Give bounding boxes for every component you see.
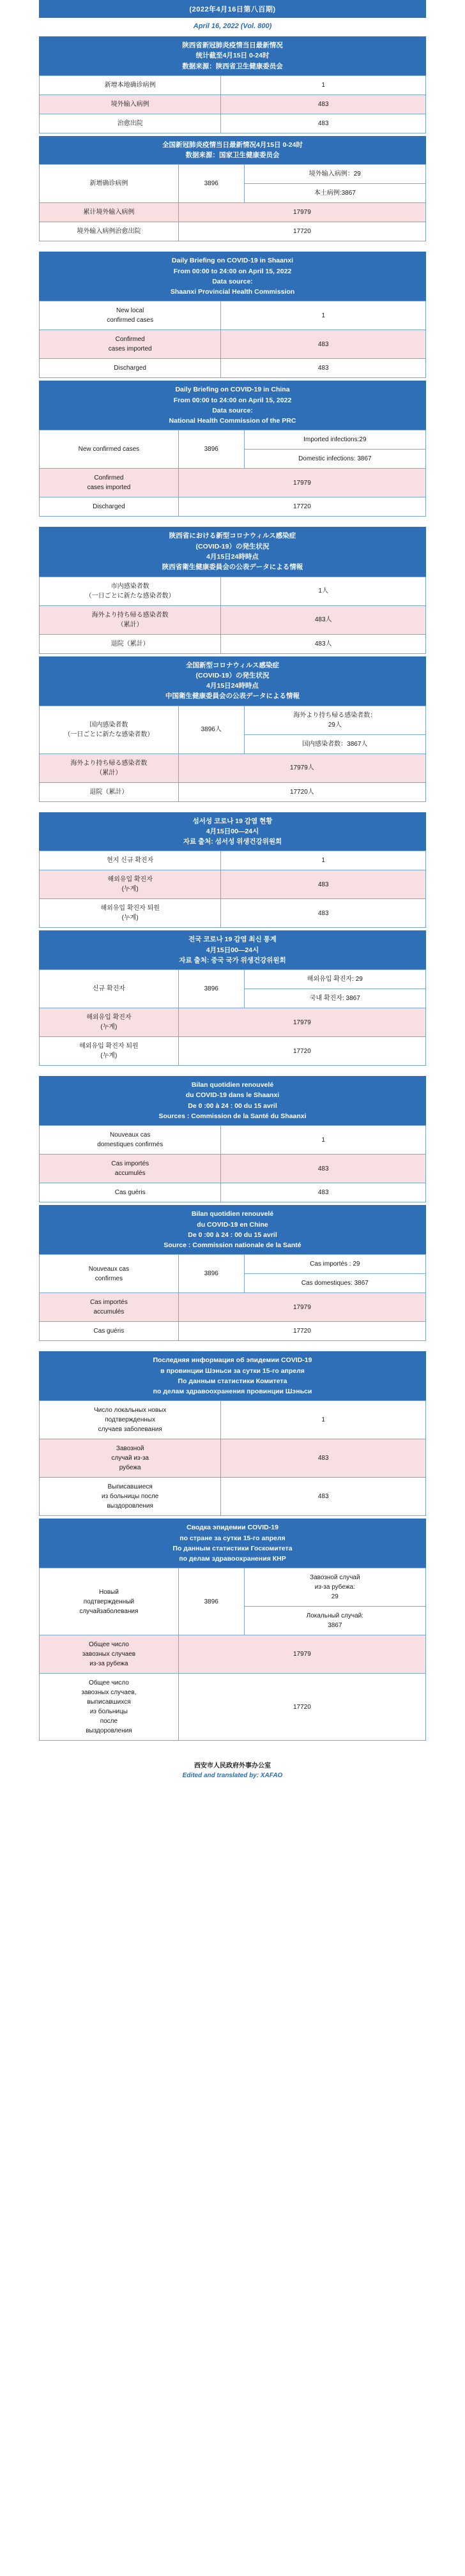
row-label: 해외유입 확진자 퇴원 (누계)	[40, 1037, 179, 1066]
row-label: Выписавшиеся из больницы после выздоровления	[40, 1478, 221, 1516]
row-value-domestic: 本土病例:3867	[244, 184, 425, 203]
row-label: Cas guéris	[40, 1183, 221, 1202]
table-row	[40, 970, 426, 989]
table-row	[40, 1255, 426, 1274]
row-label: 国内感染者数 （一日ごとに新たな感染者数）	[40, 706, 179, 754]
row-label: Discharged	[40, 359, 221, 378]
row-value-total: 3896	[178, 1568, 244, 1635]
section-fr-china	[39, 1205, 426, 1341]
section-header: 全国新冠肺炎疫情当日最新情况4月15日 0-24时 数据来源：国家卫生健康委员会	[39, 136, 426, 165]
row-value-total: 3896	[178, 430, 244, 469]
row-value: 17720人	[178, 782, 425, 801]
stats-table	[39, 577, 426, 654]
row-value-domestic: 국내 확진자: 3867	[244, 989, 425, 1008]
row-value: 483	[221, 899, 426, 928]
table-row	[40, 1008, 426, 1037]
table-row	[40, 430, 426, 450]
table-row	[40, 75, 426, 95]
table-row	[40, 1322, 426, 1341]
row-value-total: 3896	[178, 165, 244, 203]
table-row	[40, 1674, 426, 1741]
stats-table	[39, 164, 426, 241]
table-row	[40, 330, 426, 359]
row-value: 483	[221, 1155, 426, 1183]
row-label: Discharged	[40, 497, 179, 517]
row-value-total: 3896	[178, 970, 244, 1008]
row-value: 17979	[178, 1293, 425, 1322]
section-header: 섬서성 코로나 19 감염 현황 4月15日00—24시 자료 출처: 섬서성 위생건강위원회	[39, 812, 426, 851]
table-row	[40, 1155, 426, 1183]
row-value: 483	[221, 1478, 426, 1516]
section-en-shaanxi	[39, 252, 426, 378]
row-value: 483人	[221, 605, 426, 634]
row-value: 483	[221, 330, 426, 359]
row-value: 1	[221, 301, 426, 330]
sections-container	[0, 36, 465, 1751]
row-value-imported: Cas importés : 29	[244, 1255, 425, 1274]
table-row	[40, 851, 426, 870]
row-label: 新增确诊病例	[40, 165, 179, 203]
row-value: 17979	[178, 203, 425, 222]
table-row	[40, 95, 426, 114]
row-label: 累计境外输入病例	[40, 203, 179, 222]
row-value: 1人	[221, 577, 426, 605]
row-label: New confirmed cases	[40, 430, 179, 469]
row-value: 1	[221, 1401, 426, 1439]
row-value: 17979	[178, 1635, 425, 1674]
row-label: Nouveaux cas confirmes	[40, 1255, 179, 1293]
row-value: 483	[221, 1439, 426, 1478]
spacer	[0, 1066, 465, 1076]
section-ru-china	[39, 1519, 426, 1741]
stats-table	[39, 430, 426, 517]
table-row	[40, 1401, 426, 1439]
section-header: Bilan quotidien renouvelé du COVID-19 en Chine De 0 :00 à 24 : 00 du 15 avril Source : Commission nationale de la Santé	[39, 1205, 426, 1254]
row-label: Cas guéris	[40, 1322, 179, 1341]
section-header: Bilan quotidien renouvelé du COVID-19 dans le Shaanxi De 0 :00 à 24 : 00 du 15 avril Sources : Commission de la Santé du Shaanxi	[39, 1076, 426, 1125]
row-label: 境外输入病例治愈出院	[40, 222, 179, 241]
section-ru-shaanxi	[39, 1351, 426, 1516]
row-label: Confirmed cases imported	[40, 330, 221, 359]
table-row	[40, 114, 426, 133]
row-label: Общее число завозных случаев из-за рубежа	[40, 1635, 179, 1674]
spacer	[0, 241, 465, 252]
row-label: 海外より持ち帰る感染者数 （累計）	[40, 605, 221, 634]
row-label: New local confirmed cases	[40, 301, 221, 330]
row-value: 483	[221, 1183, 426, 1202]
table-row	[40, 301, 426, 330]
footer-credit-en: Edited and translated by: XAFAO	[182, 1772, 283, 1780]
table-row	[40, 1439, 426, 1478]
row-label: Cas importés accumulés	[40, 1293, 179, 1322]
row-label: 市内感染者数 （一日ごとに新たな感染者数）	[40, 577, 221, 605]
table-row	[40, 754, 426, 782]
table-row	[40, 1126, 426, 1155]
row-value-imported: 해외유입 확진자: 29	[244, 970, 425, 989]
row-value: 17720	[178, 1674, 425, 1741]
stats-table	[39, 706, 426, 802]
row-value: 17979	[178, 469, 425, 497]
row-label: Общее число завозных случаев, выписавшихся из больницы после выздоровления	[40, 1674, 179, 1741]
section-kr-shaanxi	[39, 812, 426, 928]
table-row	[40, 605, 426, 634]
row-value-imported: Завозной случай из-за рубежа: 29	[244, 1568, 425, 1607]
stats-table	[39, 969, 426, 1066]
section-cn-shaanxi	[39, 36, 426, 133]
row-value-imported: Imported infections:29	[244, 430, 425, 450]
section-header: 전국 코로나 19 감염 최신 통계 4月15日00—24시 자료 출처: 중국 국가 위생건강위원회	[39, 930, 426, 969]
table-row	[40, 782, 426, 801]
stats-table	[39, 851, 426, 928]
table-row	[40, 469, 426, 497]
footer	[0, 1751, 465, 1780]
row-value: 17720	[178, 497, 425, 517]
row-value-domestic: Локальный случай: 3867	[244, 1607, 425, 1635]
row-value-total: 3896	[178, 1255, 244, 1293]
table-row	[40, 1183, 426, 1202]
stats-table	[39, 1125, 426, 1202]
table-row	[40, 899, 426, 928]
row-label: Завозной случай из-за рубежа	[40, 1439, 221, 1478]
row-label: 退院（累計）	[40, 782, 179, 801]
section-header: 陝西省における新型コロナウィルス感染症 (COVID-19）の発生状況 4月15日24時時点 陝西省衛生健康委員会の公表データによる情報	[39, 527, 426, 576]
row-label: 新增本地确诊病例	[40, 75, 221, 95]
stats-table	[39, 75, 426, 133]
table-row	[40, 706, 426, 734]
table-row	[40, 222, 426, 241]
row-value: 1	[221, 75, 426, 95]
row-value: 17720	[178, 222, 425, 241]
row-value-domestic: 国内感染者数：3867人	[244, 734, 425, 754]
section-header: 陕西省新冠肺炎疫情当日最新情况 统计截至4月15日 0-24时 数据来源：陕西省卫生健康委员会	[39, 36, 426, 75]
row-label: 治愈出院	[40, 114, 221, 133]
row-label: 境外输入病例	[40, 95, 221, 114]
page-subtitle: April 16, 2022 (Vol. 800)	[193, 22, 272, 30]
table-row	[40, 1568, 426, 1607]
row-label: Число локальных новых подтвержденных случаев заболевания	[40, 1401, 221, 1439]
section-header: 全国新型コロナウィルス感染症 (COVID-19）の発生状況 4月15日24時時点 中国衛生健康委員会の公表データによる情報	[39, 656, 426, 706]
row-value: 483	[221, 870, 426, 899]
table-row	[40, 1037, 426, 1066]
table-row	[40, 870, 426, 899]
section-kr-china	[39, 930, 426, 1066]
table-row	[40, 1478, 426, 1516]
stats-table	[39, 1568, 426, 1741]
row-value: 1	[221, 1126, 426, 1155]
table-row	[40, 634, 426, 653]
table-row	[40, 497, 426, 517]
section-jp-shaanxi	[39, 527, 426, 653]
row-value-total: 3896人	[178, 706, 244, 754]
row-value: 483	[221, 95, 426, 114]
section-fr-shaanxi	[39, 1076, 426, 1202]
row-value-imported: 境外输入病例：29	[244, 165, 425, 184]
table-row	[40, 165, 426, 184]
row-value: 483	[221, 114, 426, 133]
row-label: Cas importés accumulés	[40, 1155, 221, 1183]
row-label: 신규 확진자	[40, 970, 179, 1008]
spacer	[0, 802, 465, 812]
row-value-imported: 海外より持ち帰る感染者数： 29人	[244, 706, 425, 734]
row-label: Confirmed cases imported	[40, 469, 179, 497]
row-value: 17720	[178, 1037, 425, 1066]
page-title: (2022年4月16日第八百期)	[39, 0, 426, 18]
row-value-domestic: Cas domestiques: 3867	[244, 1274, 425, 1293]
table-row	[40, 203, 426, 222]
row-value: 483	[221, 359, 426, 378]
row-value-domestic: Domestic infections: 3867	[244, 450, 425, 469]
stats-table	[39, 301, 426, 378]
row-label: 해외유입 확진자 (누계)	[40, 1008, 179, 1037]
row-label: 해외유입 확진자 퇴원 (누계)	[40, 899, 221, 928]
stats-table	[39, 1400, 426, 1516]
section-header: Daily Briefing on COVID-19 in Shaanxi From 00:00 to 24:00 on April 15, 2022 Data source: Shaanxi Provincial Health Commission	[39, 252, 426, 301]
spacer	[0, 517, 465, 527]
spacer	[0, 1741, 465, 1751]
table-row	[40, 1293, 426, 1322]
spacer	[0, 1341, 465, 1351]
section-header: Daily Briefing on COVID-19 in China From 00:00 to 24:00 on April 15, 2022 Data source: National Health Commission of the PRC	[39, 381, 426, 430]
section-cn-china	[39, 136, 426, 242]
section-en-china	[39, 381, 426, 517]
section-header: Последняя информация об эпидемии COVID-19 в провинции Шэньси за сутки 15-го апреля По данным статистики Комитета по делам здравоохранения провинции Шэньси	[39, 1351, 426, 1400]
table-row	[40, 359, 426, 378]
row-value: 483人	[221, 634, 426, 653]
row-value: 1	[221, 851, 426, 870]
row-value: 17979	[178, 1008, 425, 1037]
row-label: Новый подтвержденный случайзаболевания	[40, 1568, 179, 1635]
section-jp-china	[39, 656, 426, 802]
row-label: 海外より持ち帰る感染者数 （累計）	[40, 754, 179, 782]
row-label: 退院（累計）	[40, 634, 221, 653]
table-row	[40, 1635, 426, 1674]
row-value: 17720	[178, 1322, 425, 1341]
row-value: 17979人	[178, 754, 425, 782]
row-label: 해외유입 확진자 (누계)	[40, 870, 221, 899]
table-row	[40, 577, 426, 605]
row-label: 현지 신규 확진자	[40, 851, 221, 870]
stats-table	[39, 1254, 426, 1341]
footer-org-cn: 西安市人民政府外事办公室	[194, 1762, 271, 1770]
row-label: Nouveaux cas domestiques confirmés	[40, 1126, 221, 1155]
section-header: Сводка эпидемии COVID-19 по стране за сутки 15-го апреля По данным статистики Госкомитета по делам здравоохранения КНР	[39, 1519, 426, 1568]
